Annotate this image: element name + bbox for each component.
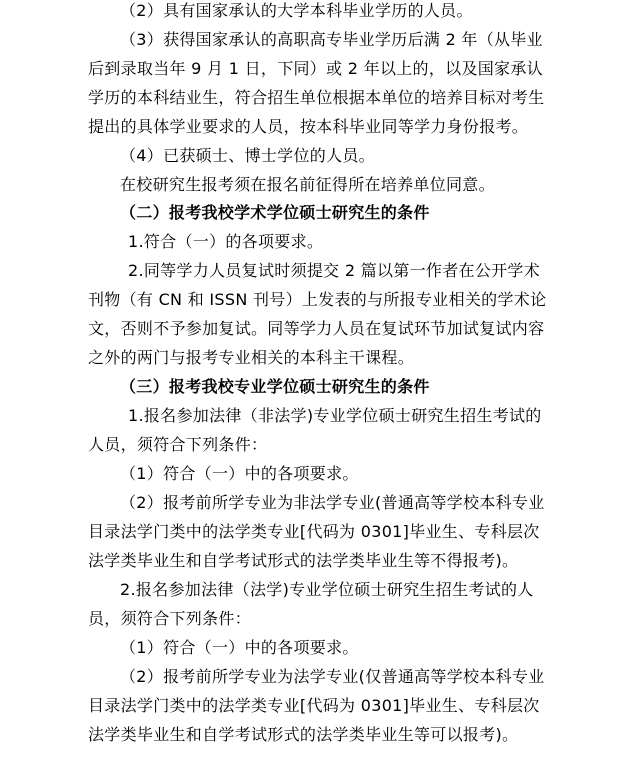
text-line: （3）获得国家承认的高职高专毕业学历后满 2 年（从毕业 [120, 30, 543, 49]
text-line: 刊物（有 CN 和 ISSN 刊号）上发表的与所报专业相关的学术论 [88, 290, 547, 309]
text-line: 文，否则不予参加复试。同等学力人员在复试环节加试复试内容 [88, 319, 545, 338]
text-line: 后到录取当年 9 月 1 日，下同）或 2 年以上的，以及国家承认 [88, 59, 543, 78]
text-line: 员，须符合下列条件： [88, 609, 252, 628]
text-line: （4）已获硕士、博士学位的人员。 [120, 146, 375, 165]
text-line: 法学类毕业生和自学考试形式的法学类毕业生等不得报考)。 [88, 551, 519, 570]
text-line: 之外的两门与报考专业相关的本科主干课程。 [88, 348, 415, 367]
text-line: 目录法学门类中的法学类专业[代码为 0301]毕业生、专科层次 [88, 696, 540, 715]
text-line: 学历的本科结业生，符合招生单位根据本单位的培养目标对考生 [88, 88, 545, 107]
text-line: 目录法学门类中的法学类专业[代码为 0301]毕业生、专科层次 [88, 522, 540, 541]
text-line: 在校研究生报考须在报名前征得所在培养单位同意。 [120, 175, 495, 194]
text-line: 2.报名参加法律（法学)专业学位硕士研究生招生考试的人 [120, 580, 534, 599]
text-line: （2）报考前所学专业为非法学专业(普通高等学校本科专业 [120, 493, 545, 512]
text-line: （2）具有国家承认的大学本科毕业学历的人员。 [120, 1, 473, 20]
text-line: （1）符合（一）中的各项要求。 [120, 638, 359, 657]
text-line: 2.同等学力人员复试时须提交 2 篇以第一作者在公开学术 [128, 261, 541, 280]
text-line: 1.符合（一）的各项要求。 [128, 232, 324, 251]
text-line: （1）符合（一）中的各项要求。 [120, 464, 359, 483]
text-line: 提出的具体学业要求的人员，按本科毕业同等学力身份报考。 [88, 117, 529, 136]
text-line: （2）报考前所学专业为法学专业(仅普通高等学校本科专业 [120, 667, 545, 686]
text-line: 人员，须符合下列条件： [88, 435, 268, 454]
section-heading: （二）报考我校学术学位硕士研究生的条件 [120, 203, 430, 222]
text-line: 1.报名参加法律（非法学)专业学位硕士研究生招生考试的 [128, 406, 542, 425]
text-line: 法学类毕业生和自学考试形式的法学类毕业生等可以报考)。 [88, 725, 519, 744]
section-heading: （三）报考我校专业学位硕士研究生的条件 [120, 377, 430, 396]
